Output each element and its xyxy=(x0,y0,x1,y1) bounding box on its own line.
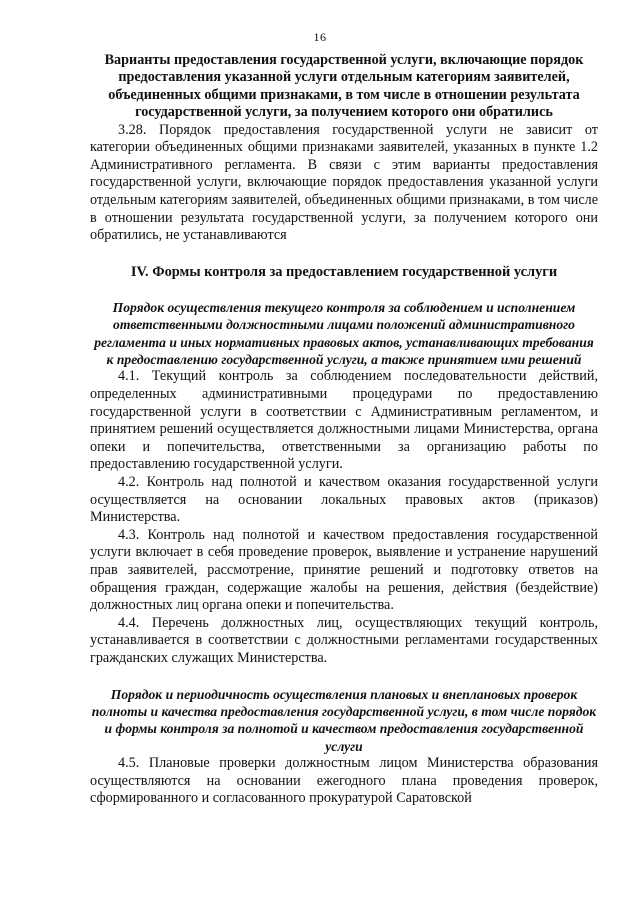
subheading-current-control: Порядок осуществления текущего контроля за соблюдением и исполнением ответственными должностными лицами положений административного регламента и иных нормативных правовых актов, устанавливающих требования к предоставлению государственной услуги, а также принятием ими решений xyxy=(94,299,594,367)
page-content xyxy=(90,52,598,808)
paragraph-4-4: 4.4. Перечень должностных лиц, осуществляющих текущий контроль, устанавливается в соответствии с должностными регламентами государственных гражданских служащих Министерства. xyxy=(90,614,598,666)
page-number: 16 xyxy=(313,30,327,44)
paragraph-4-1: 4.1. Текущий контроль за соблюдением последовательности действий, определенных административными процедурами по предоставлению государственной услуги в соответствии с Административным регламентом, и принятием решений осуществляется должностными лицами Министерства, органа опеки и попечительства, ответственными за организацию работы по предоставлению государственной услуги. xyxy=(90,368,598,473)
section-heading-variants: Варианты предоставления государственной услуги, включающие порядок предоставления указанной услуги отдельным категориям заявителей, объединенных общими признаками, в том числе в отношении результата государственной услуги, за получением которого они обратились xyxy=(104,52,584,121)
paragraph-4-2: 4.2. Контроль над полнотой и качеством оказания государственной услуги осуществляется на основании локальных правовых актов (приказов) Министерства. xyxy=(90,473,598,526)
paragraph-3-28: 3.28. Порядок предоставления государственной услуги не зависит от категории объединенных общими признаками заявителей, указанных в пункте 1.2 Административного регламента. В связи с этим варианты предоставления государственной услуги, включающие порядок предоставления указанной услуги отдельным категориям заявителей, объединенных общими признаками, в том числе в отношении результата государственной услуги, за получением которого они обратились, не устанавливаются xyxy=(90,121,598,244)
paragraph-4-3: 4.3. Контроль над полнотой и качеством предоставления государственной услуги включает в себя проведение проверок, выявление и устранение нарушений прав заявителей, рассмотрение, принятие решений и подготовку ответов на обращения граждан, содержащие жалобы на решения, действия (бездействие) должностных лиц органа опеки и попечительства. xyxy=(90,526,598,614)
subheading-periodic-control: Порядок и периодичность осуществления плановых и внеплановых проверок полноты и качества предоставления государственной услуги, в том числе порядок и формы контроля за полнотой и качеством предоставления государственной услуги xyxy=(91,686,597,754)
chapter-title-iv: IV. Формы контроля за предоставлением государственной услуги xyxy=(130,263,558,280)
paragraph-4-5: 4.5. Плановые проверки должностным лицом Министерства образования осуществляются на основании ежегодного плана проведения проверок, сформированного и согласованного прокуратурой Саратовской xyxy=(90,755,598,807)
